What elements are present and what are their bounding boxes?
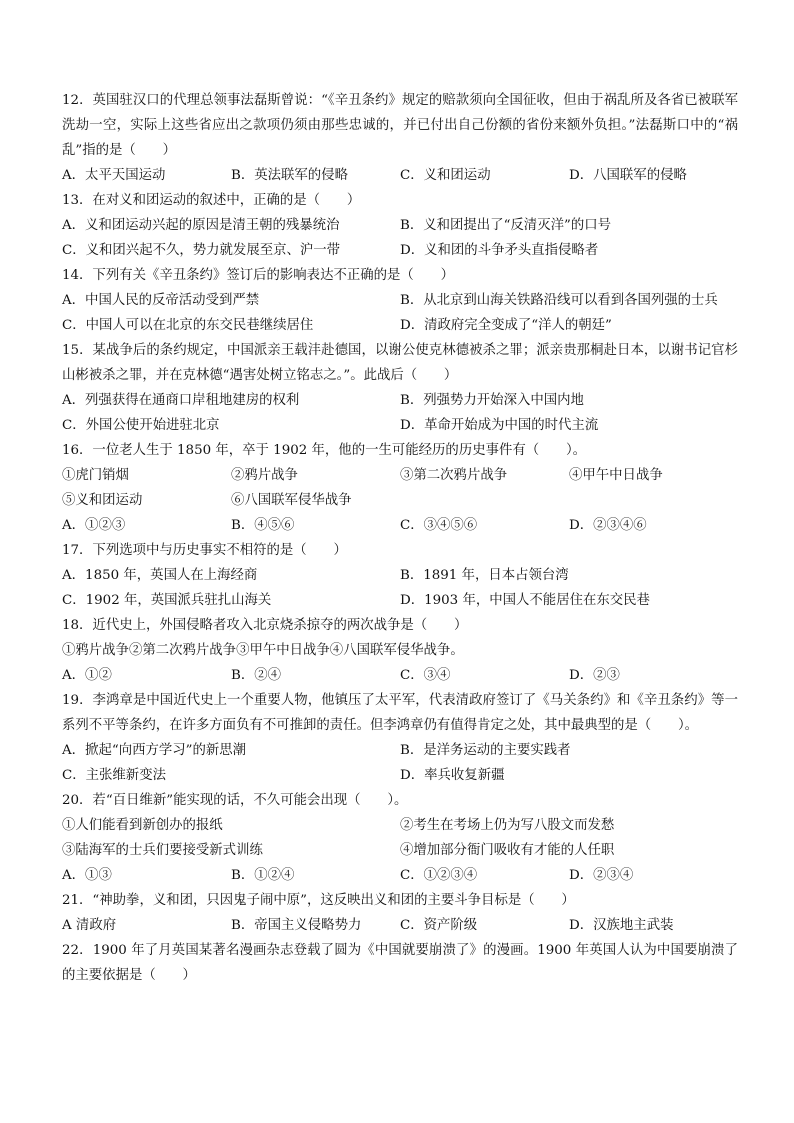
option-d[interactable]: D．汉族地主武装 <box>569 918 674 933</box>
option-c[interactable]: C．③④⑤⑥ <box>400 518 478 533</box>
option-a[interactable]: A．掀起“向西方学习”的新思潮 <box>62 743 247 758</box>
question-15-options-row2 <box>62 413 738 438</box>
option-a[interactable]: A．①② <box>62 668 112 683</box>
question-21-stem: 21．“神助拳，义和团，只因鬼子闹中原”，这反映出义和团的主要斗争目标是（ ） <box>62 893 575 908</box>
event-item: ⑥八国联军侵华战争 <box>231 493 352 508</box>
question-16-options <box>62 513 738 538</box>
option-a[interactable]: A．中国人民的反帝活动受到严禁 <box>62 293 260 308</box>
question-15-stem: 15．某战争后的条约规定，中国派亲王载沣赴德国，以谢公使克林德被杀之罪；派亲贵那桐赴日本，以谢书记官杉山彬被杀之罪，并在克林德“遇害处树立铭志之。”。此战后（ ） <box>62 343 738 383</box>
question-14-stem: 14．下列有关《辛丑条约》签订后的影响表达不正确的是（ ） <box>62 268 454 283</box>
question-12-options <box>62 163 738 188</box>
question-20-stem: 20．若“百日维新”能实现的话，不久可能会出现（ ）。 <box>62 793 408 808</box>
option-b[interactable]: B．帝国主义侵略势力 <box>231 918 362 933</box>
question-13-options-row2 <box>62 238 738 263</box>
option-c[interactable]: C．中国人可以在北京的东交民巷继续居住 <box>62 318 314 333</box>
option-c[interactable]: C．义和团兴起不久，势力就发展至京、沪一带 <box>62 243 341 258</box>
question-18-options <box>62 663 738 688</box>
question-17-options-row1 <box>62 563 738 588</box>
option-b[interactable]: B．列强势力开始深入中国内地 <box>400 393 584 408</box>
question-15-options-row1 <box>62 388 738 413</box>
option-c[interactable]: C．资产阶级 <box>400 918 478 933</box>
option-c[interactable]: C．义和团运动 <box>400 168 491 183</box>
option-d[interactable]: D．革命开始成为中国的时代主流 <box>400 418 599 433</box>
question-17-options-row2 <box>62 588 738 613</box>
question-18-stem: 18．近代史上，外国侵略者攻入北京烧杀掠夺的两次战争是（ ） <box>62 618 468 633</box>
option-a[interactable]: A．①③ <box>62 868 112 883</box>
question-21-options <box>62 913 738 938</box>
question-list <box>62 88 738 988</box>
option-d[interactable]: D．②③④ <box>569 868 634 883</box>
event-item: ④甲午中日战争 <box>569 468 663 483</box>
question-20-options <box>62 863 738 888</box>
question-16-items-row2 <box>62 488 738 513</box>
event-item: ⑤义和团运动 <box>62 493 143 508</box>
option-a[interactable]: A．列强获得在通商口岸租地建房的权利 <box>62 393 300 408</box>
question-20-items-row2 <box>62 838 738 863</box>
option-a[interactable]: A．义和团运动兴起的原因是清王朝的残暴统治 <box>62 218 340 233</box>
statement-item: ②考生在考场上仍为写八股文而发愁 <box>400 818 615 833</box>
option-c[interactable]: C．①②③④ <box>400 868 478 883</box>
option-b[interactable]: B．英法联军的侵略 <box>231 168 348 183</box>
option-b[interactable]: B．①②④ <box>231 868 295 883</box>
question-19-stem: 19．李鸿章是中国近代史上一个重要人物，他镇压了太平军，代表清政府签订了《马关条约》和《辛丑条约》等一系列不平等条约，在许多方面负有不可推卸的责任。但李鸿章仍有值得肯定之处，其中最典型的是（ ）。 <box>62 693 738 733</box>
question-13-stem: 13．在对义和团运动的叙述中，正确的是（ ） <box>62 193 361 208</box>
option-d[interactable]: D．1903 年，中国人不能居住在东交民巷 <box>400 593 650 608</box>
option-a[interactable]: A．1850 年，英国人在上海经商 <box>62 568 258 583</box>
option-c[interactable]: C．③④ <box>400 668 451 683</box>
option-b[interactable]: B．义和团提出了“反清灭洋”的口号 <box>400 218 611 233</box>
question-16-items-row1 <box>62 463 738 488</box>
event-item: ②鸦片战争 <box>231 468 298 483</box>
question-13-options-row1 <box>62 213 738 238</box>
question-19-options-row1 <box>62 738 738 763</box>
option-d[interactable]: D．②③ <box>569 668 620 683</box>
question-17-stem: 17．下列选项中与历史事实不相符的是（ ） <box>62 543 347 558</box>
option-d[interactable]: D．率兵收复新疆 <box>400 768 505 783</box>
option-c[interactable]: C．外国公使开始进驻北京 <box>62 418 220 433</box>
option-b[interactable]: B．④⑤⑥ <box>231 518 295 533</box>
option-d[interactable]: D．②③④⑥ <box>569 518 647 533</box>
statement-item: ③陆海军的士兵们要接受新式训练 <box>62 843 263 858</box>
question-18-items: ①鸦片战争②第二次鸦片战争③甲午中日战争④八国联军侵华战争。 <box>62 643 464 658</box>
question-14-options-row2 <box>62 313 738 338</box>
question-14-options-row1 <box>62 288 738 313</box>
option-b[interactable]: B．从北京到山海关铁路沿线可以看到各国列强的士兵 <box>400 293 718 308</box>
option-a[interactable]: A．太平天国运动 <box>62 168 166 183</box>
option-c[interactable]: C．1902 年，英国派兵驻扎山海关 <box>62 593 272 608</box>
question-19-options-row2 <box>62 763 738 788</box>
question-20-items-row1 <box>62 813 738 838</box>
statement-item: ①人们能看到新创办的报纸 <box>62 818 223 833</box>
question-16-stem: 16．一位老人生于 1850 年，卒于 1902 年，他的一生可能经历的历史事件有（ ）。 <box>62 443 587 458</box>
option-d[interactable]: D．清政府完全变成了“洋人的朝廷” <box>400 318 612 333</box>
option-d[interactable]: D．八国联军的侵略 <box>569 168 687 183</box>
question-12-stem: 12．英国驻汉口的代理总领事法磊斯曾说：“《辛丑条约》规定的赔款须向全国征收，但由于祸乱所及各省已被联军洗劫一空，实际上这些省应出之款项仍须由那些忠诚的，并已付出自己份额的省份来额外负担。”法磊斯口中的“祸乱”指的是（ ） <box>62 93 738 158</box>
option-d[interactable]: D．义和团的斗争矛头直指侵略者 <box>400 243 599 258</box>
option-b[interactable]: B．1891 年，日本占领台湾 <box>400 568 569 583</box>
event-item: ③第二次鸦片战争 <box>400 468 508 483</box>
question-22-stem: 22．1900 年了月英国某著名漫画杂志登载了圆为《中国就要崩溃了》的漫画。1900 年英国人认为中国要崩溃了的主要依据是（ ） <box>62 943 738 983</box>
statement-item: ④增加部分衙门吸收有才能的人任职 <box>400 843 615 858</box>
option-b[interactable]: B．是洋务运动的主要实践者 <box>400 743 571 758</box>
option-a[interactable]: A．①②③ <box>62 518 126 533</box>
option-c[interactable]: C．主张维新变法 <box>62 768 166 783</box>
option-a[interactable]: A 清政府 <box>62 918 117 933</box>
option-b[interactable]: B．②④ <box>231 668 282 683</box>
event-item: ①虎门销烟 <box>62 468 129 483</box>
